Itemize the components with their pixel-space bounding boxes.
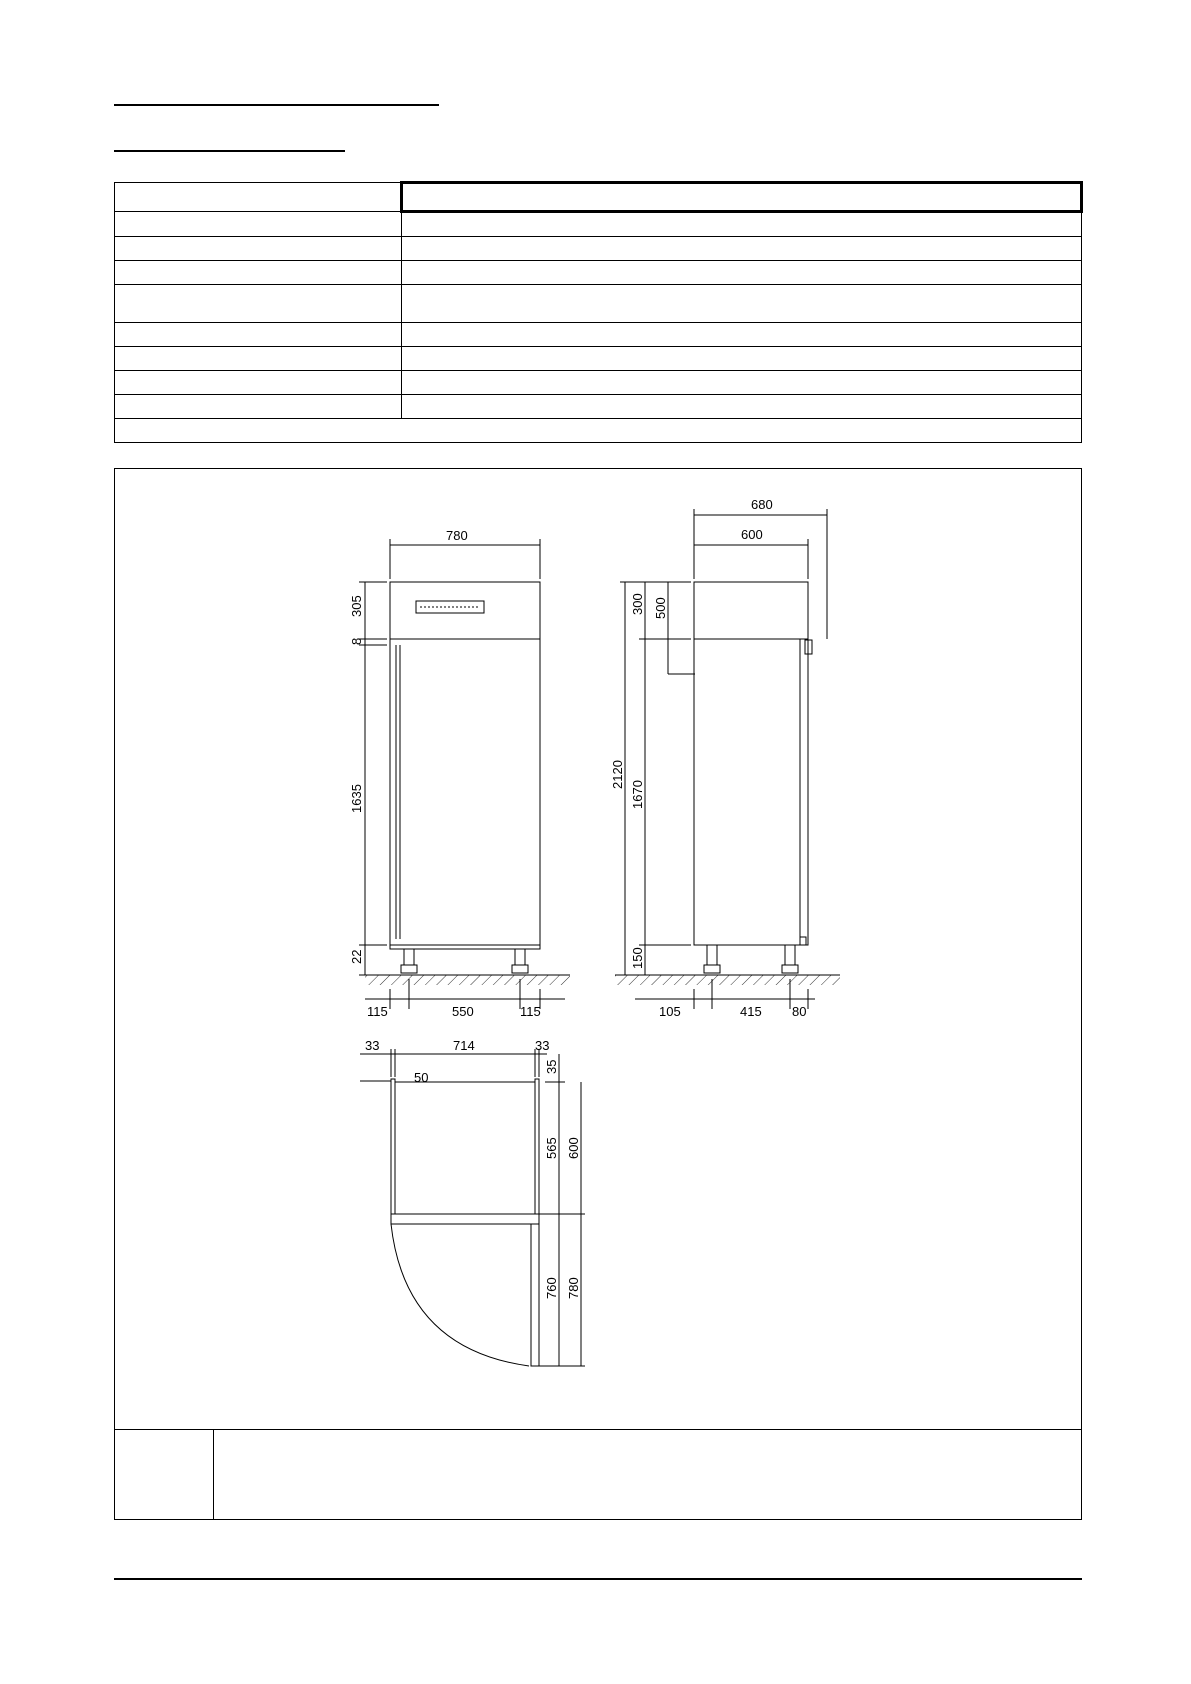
table-row [115,395,1082,419]
spec-label-cell [115,237,402,261]
side-body [694,639,808,945]
dim-top-depth-body: 600 [566,1137,581,1159]
dim-side-height-door: 1670 [630,780,645,809]
table-row [115,371,1082,395]
spec-table-header [115,183,1082,212]
dim-side-height-top: 300 [630,593,645,615]
dim-side-foot-front: 105 [659,1004,681,1019]
dim-top-door-swing: 780 [566,1277,581,1299]
spec-value-cell [402,285,1082,323]
dim-top-door-depth: 760 [544,1277,559,1299]
spec-label-cell [115,285,402,323]
table-row [115,261,1082,285]
table-row [115,323,1082,347]
table-row [115,285,1082,323]
top-wall-right [535,1079,539,1214]
dim-top-clearance: 50 [414,1070,429,1085]
spec-value-cell [402,395,1082,419]
dim-front-foot-span: 550 [452,1004,474,1019]
dim-top-back-gap: 35 [544,1059,559,1074]
dim-top-inner-width: 714 [453,1038,475,1053]
top-view [360,1049,585,1366]
dim-side-clearance: 500 [653,597,668,619]
spec-value-cell [402,212,1082,237]
dim-front-width: 780 [446,528,468,543]
dim-side-height-total: 2120 [610,760,625,789]
top-door-open [531,1224,539,1366]
front-foot-left [404,949,414,965]
side-top-panel [694,582,808,639]
dim-top-side-right: 33 [535,1038,550,1053]
dim-side-depth-body: 600 [741,527,763,542]
side-foot-back [785,945,795,965]
spec-label-cell [115,323,402,347]
front-door [390,639,540,945]
top-wall-left [391,1079,395,1214]
drawing-frame [114,468,1082,1520]
front-foot-right [515,949,525,965]
side-hinge-bottom [800,937,806,945]
dim-side-foot-span: 415 [740,1004,762,1019]
spec-value-cell [402,323,1082,347]
dim-top-side-left: 33 [365,1038,380,1053]
footer-line [114,1578,1082,1580]
dim-front-foot-left: 115 [367,1004,388,1019]
table-row [115,419,1082,443]
note-label-cell [115,1430,214,1520]
dim-front-gap: 8 [349,637,364,645]
spec-label-cell [115,395,402,419]
spec-label-cell [115,371,402,395]
note-row [115,1429,1081,1520]
table-row [115,347,1082,371]
header-line-1 [114,104,439,106]
side-foot-front [707,945,717,965]
dim-side-height-feet: 150 [630,947,645,969]
table-row [115,237,1082,261]
spec-label-cell [115,212,402,237]
top-door-panel [391,1214,539,1224]
side-view [615,509,840,1009]
front-view [359,539,570,1009]
table-row [115,212,1082,237]
spec-label-cell [115,261,402,285]
dim-front-foot-right: 115 [520,1004,541,1019]
dim-side-depth-total: 680 [751,497,773,512]
dim-side-foot-back: 80 [792,1004,807,1019]
dim-front-door: 1635 [349,784,364,813]
spec-label-cell [115,347,402,371]
door-swing-arc [391,1224,529,1366]
spec-value-cell [402,183,1082,212]
dim-front-bottom: 22 [349,949,364,964]
spec-label-cell [115,183,402,212]
dim-front-top: 305 [349,595,364,617]
header-line-2 [114,150,345,152]
spec-value-cell [402,261,1082,285]
dim-top-inner-depth: 565 [544,1137,559,1159]
spec-value-cell [402,347,1082,371]
technical-drawing [115,469,1081,1429]
spec-merged-cell [115,419,1082,443]
spec-value-cell [402,237,1082,261]
spec-table [114,181,1083,443]
front-plinth [390,945,540,949]
spec-value-cell [402,371,1082,395]
front-top-panel [390,582,540,639]
